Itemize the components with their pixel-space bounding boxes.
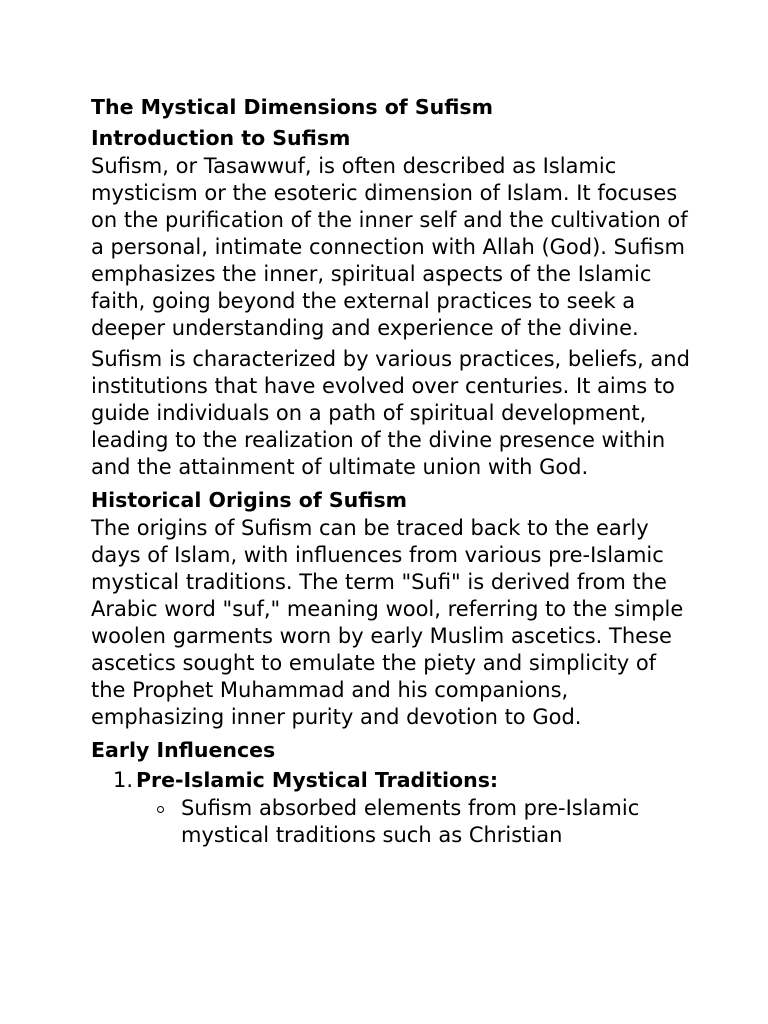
- section-heading-early-influences: Early Influences: [91, 738, 276, 762]
- sub-list-item-text: Sufism absorbed elements from pre-Islamic mystical traditions such as Christian: [181, 796, 640, 847]
- influences-list: [91, 765, 691, 849]
- paragraph-history-1: The origins of Sufism can be traced back to the early days of Islam, with influences from various pre-Islamic mystical traditions. The term "Sufi" is derived from the Arabic word "suf," meaning wool, referring to the simple woolen garments worn by early Muslim ascetics. These ascetics sought to emulate the piety and simplicity of the Prophet Muhammad and his companions, emphasizing inner purity and devotion to God.: [91, 516, 684, 729]
- section-heading-historical-origins: Historical Origins of Sufism: [91, 488, 408, 512]
- list-item-number: 1.: [113, 768, 134, 792]
- paragraph-intro-2: Sufism is characterized by various practices, beliefs, and institutions that have evolved over centuries. It aims to guide individuals on a path of spiritual development, leading to the realization of the divine presence within and the attainment of ultimate union with God.: [91, 347, 690, 479]
- paragraph-intro-1: Sufism, or Tasawwuf, is often described as Islamic mysticism or the esoteric dimension of Islam. It focuses on the purification of the inner self and the cultivation of a personal, intimate connection with Allah (God). Sufism emphasizes the inner, spiritual aspects of the Islamic faith, going beyond the external practices to seek a deeper understanding and experience of the divine.: [91, 154, 688, 340]
- hollow-bullet-icon: [157, 806, 164, 813]
- list-item-title: Pre-Islamic Mystical Traditions:: [136, 768, 499, 792]
- sub-list: [136, 795, 691, 849]
- sub-list-item: [136, 795, 691, 849]
- document-title: The Mystical Dimensions of Sufism: [91, 95, 493, 119]
- document-body: [91, 92, 691, 849]
- section-heading-introduction: Introduction to Sufism: [91, 126, 351, 150]
- list-item: [91, 765, 691, 849]
